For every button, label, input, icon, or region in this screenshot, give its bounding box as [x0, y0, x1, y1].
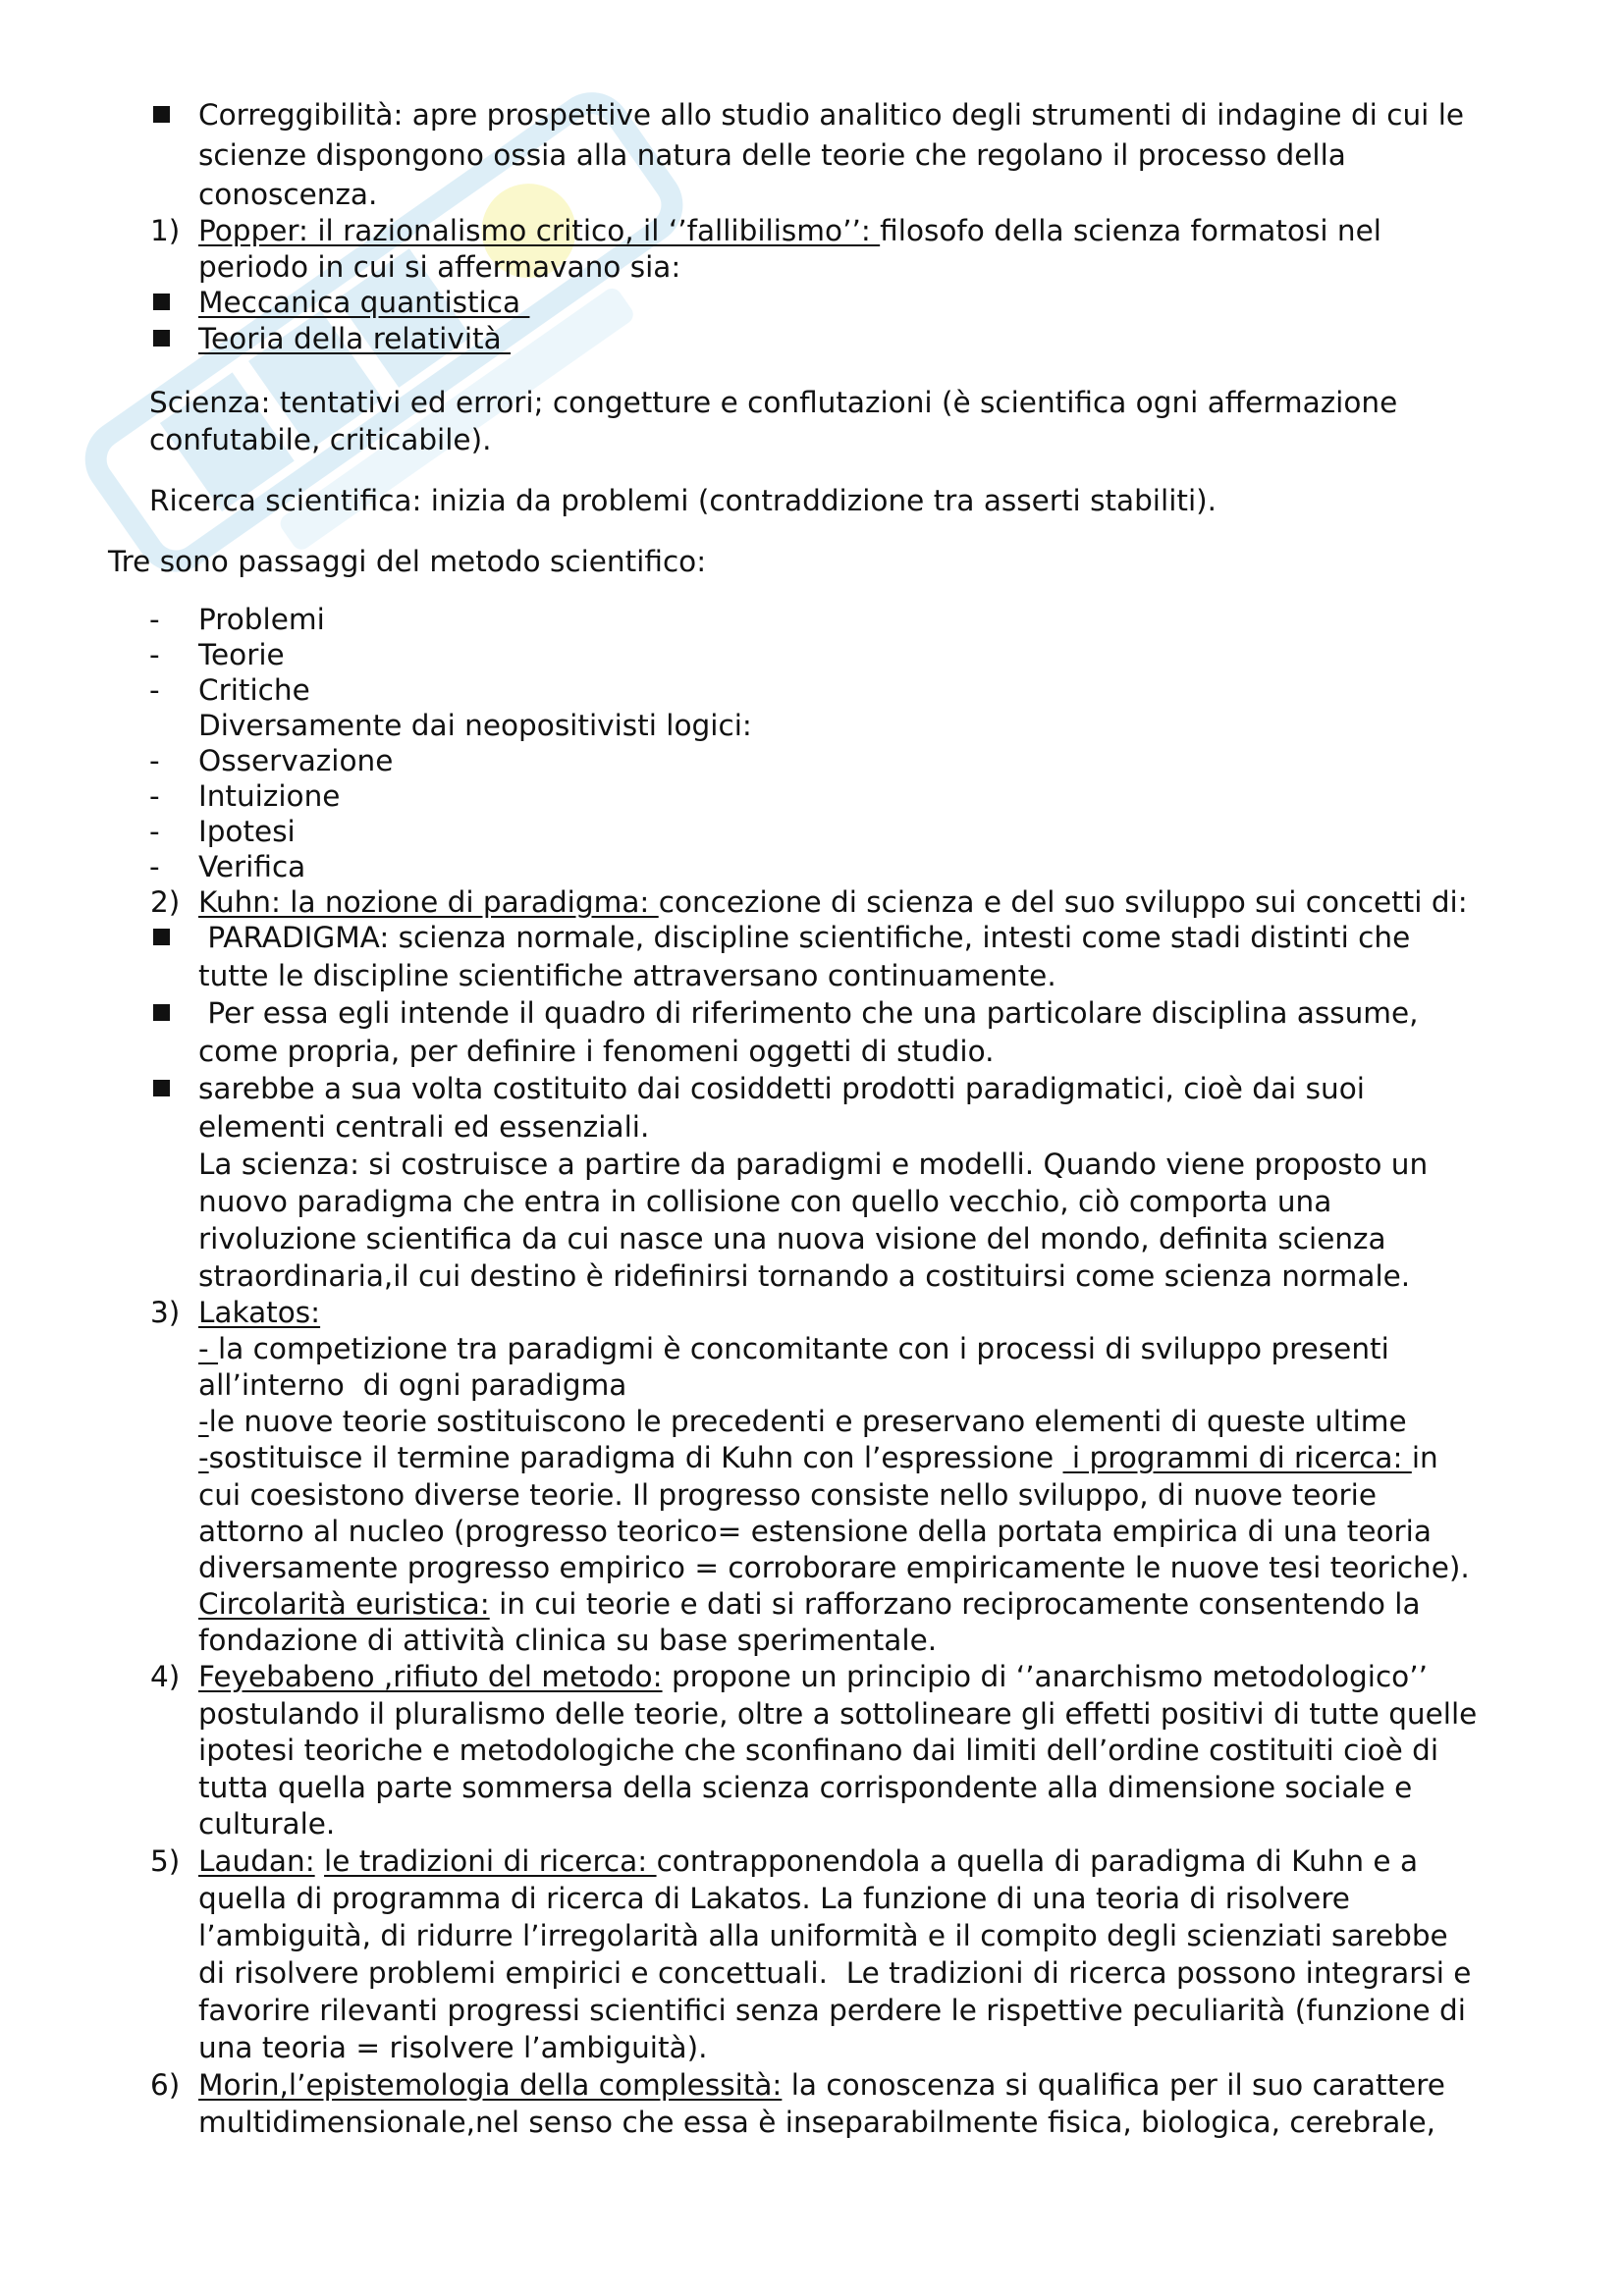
kuhn-para-line: La scienza: si costruisce a partire da paradigmi e modelli. Quando viene proposto un: [198, 1148, 1429, 1181]
lakatos-line-2: all’interno di ogni paradigma: [198, 1368, 627, 1402]
dash-marker: -: [149, 638, 160, 671]
dash-marker: -: [149, 744, 160, 777]
feyerabend-line: postulando il pluralismo delle teorie, oltre a sottolineare gli effetti positivi di tutte quelle: [198, 1697, 1478, 1731]
popper-rest: filosofo della scienza formatosi nel: [880, 214, 1381, 247]
feyerabend-title: Feyebabeno ,rifiuto del metodo:: [198, 1660, 663, 1693]
popper-line-2: periodo in cui si affermavano sia:: [198, 250, 681, 284]
kuhn-bullet-1-line-2: tutte le discipline scientifiche attraversano continuamente.: [198, 959, 1056, 992]
diversamente-line: Diversamente dai neopositivisti logici:: [198, 709, 752, 742]
kuhn-bullet-3-line-2: elementi centrali ed essenziali.: [198, 1110, 650, 1144]
item-number: 6): [150, 2068, 181, 2102]
circolarita-line-2: fondazione di attività clinica su base sperimentale.: [198, 1624, 938, 1657]
popper-bullet-2: [198, 320, 511, 357]
lakatos-rest-line: cui coesistono diverse teorie. Il progresso consiste nello sviluppo, di nuove teorie: [198, 1478, 1377, 1512]
neopositivisti-item: Verifica: [198, 850, 306, 883]
popper-bullet-1: [198, 284, 529, 321]
kuhn-heading: [198, 883, 1468, 921]
neopositivisti-item: Ipotesi: [198, 815, 296, 848]
bullet-square-icon: [153, 1080, 170, 1096]
dash-marker: -: [149, 603, 160, 636]
item-number: 5): [150, 1844, 181, 1878]
laudan-line: favorire rilevanti progressi scientifici senza perdere le rispettive peculiarità (funzione di: [198, 1994, 1466, 2027]
kuhn-para-line: straordinaria,il cui destino è ridefinirsi tornando a costituirsi come scienza normale.: [198, 1259, 1411, 1293]
circolarita-line: [198, 1585, 1421, 1623]
popper-title: Popper: il razionalismo critico, il ‘’fallibilismo’’:: [198, 214, 881, 247]
passaggio-item: Critiche: [198, 673, 310, 707]
dash-marker: -: [149, 850, 160, 883]
lakatos-title-text: Lakatos:: [198, 1296, 321, 1329]
dash-marker: -: [149, 673, 160, 707]
popper-heading: [198, 212, 1381, 249]
bullet-square-icon: [153, 929, 170, 945]
lakatos-line-4-end: in: [1411, 1441, 1438, 1474]
neopositivisti-item: Intuizione: [198, 779, 341, 813]
kuhn-bullet-3-line-1: sarebbe a sua volta costituito dai cosiddetti prodotti paradigmatici, cioè dai suoi: [198, 1072, 1365, 1105]
item-number: 1): [150, 214, 181, 247]
laudan-line: di risolvere problemi empirici e concettuali. Le tradizioni di ricerca possono integrarsi e: [198, 1956, 1472, 1990]
laudan-rest: contrapponendola a quella di paradigma di Kuhn e a: [656, 1844, 1419, 1878]
morin-heading: [198, 2066, 1445, 2104]
laudan-line: una teoria = risolvere l’ambiguità).: [198, 2031, 708, 2064]
item-number: 3): [150, 1296, 181, 1329]
scienza-line-1: Scienza: tentativi ed errori; congetture e conflutazioni (è scientifica ogni affermazione: [149, 386, 1398, 419]
correggibilita-line-2: scienze dispongono ossia alla natura delle teorie che regolano il processo della: [198, 138, 1346, 172]
feyerabend-heading: [198, 1658, 1428, 1695]
kuhn-para-line: nuovo paradigma che entra in collisione con quello vecchio, ciò comporta una: [198, 1185, 1332, 1218]
item-number: 4): [150, 1660, 181, 1693]
programmi-di-ricerca-term: i programmi di ricerca:: [1062, 1441, 1412, 1474]
morin-line-2: multidimensionale,nel senso che essa è inseparabilmente fisica, biologica, cerebrale,: [198, 2106, 1436, 2139]
bullet-square-icon: [153, 294, 170, 310]
lakatos-rest-line: attorno al nucleo (progresso teorico= estensione della portata empirica di una teoria: [198, 1515, 1432, 1548]
kuhn-para-line: rivoluzione scientifica da cui nasce una nuova visione del mondo, definita scienza: [198, 1222, 1386, 1255]
kuhn-bullet-2-line-2: come propria, per definire i fenomeni oggetti di studio.: [198, 1035, 995, 1068]
feyerabend-line: tutta quella parte sommersa della scienza corrispondente alla dimensione sociale e: [198, 1771, 1413, 1804]
feyerabend-rest: propone un principio di ‘’anarchismo metodologico’’: [662, 1660, 1428, 1693]
lakatos-line-3-text: le nuove teorie sostituiscono le precedenti e preservano elementi di queste ultime: [208, 1405, 1407, 1438]
morin-title: Morin,l’epistemologia della complessità:: [198, 2068, 783, 2102]
neopositivisti-item: Osservazione: [198, 744, 394, 777]
lakatos-rest-line: diversamente progresso empirico = corroborare empiricamente le nuove tesi teoriche).: [198, 1551, 1470, 1584]
correggibilita-line-3: conoscenza.: [198, 178, 378, 211]
circolarita-rest: in cui teorie e dati si rafforzano reciprocamente consentendo la: [489, 1587, 1421, 1621]
lakatos-line-4: [198, 1439, 1438, 1476]
kuhn-title: Kuhn: la nozione di paradigma:: [198, 885, 659, 919]
popper-bullet-1-text: Meccanica quantistica: [198, 286, 530, 319]
dash-marker: -: [149, 779, 160, 813]
laudan-title: Laudan:: [198, 1844, 315, 1878]
laudan-space: [315, 1844, 324, 1878]
lakatos-dash: -: [198, 1405, 209, 1438]
bullet-square-icon: [153, 330, 170, 347]
scienza-line-2: confutabile, criticabile).: [149, 423, 492, 456]
lakatos-dash: -: [198, 1441, 209, 1474]
item-number: 2): [150, 885, 181, 919]
lakatos-dash: -: [198, 1332, 219, 1365]
tre-passaggi-line: Tre sono passaggi del metodo scientifico:: [108, 545, 707, 578]
lakatos-line-1-text: la competizione tra paradigmi è concomitante con i processi di sviluppo presenti: [218, 1332, 1389, 1365]
ricerca-line: Ricerca scientifica: inizia da problemi (contraddizione tra asserti stabiliti).: [149, 484, 1217, 517]
dash-marker: -: [149, 815, 160, 848]
kuhn-rest: concezione di scienza e del suo sviluppo sui concetti di:: [658, 885, 1468, 919]
laudan-line: l’ambiguità, di ridurre l’irregolarità alla uniformità e il compito degli scienziati sarebbe: [198, 1919, 1448, 1952]
bullet-square-icon: [153, 106, 170, 123]
lakatos-line-4-text: sostituisce il termine paradigma di Kuhn con l’espressione: [208, 1441, 1063, 1474]
feyerabend-line: culturale.: [198, 1807, 336, 1841]
lakatos-line-3: [198, 1403, 1407, 1440]
feyerabend-line: ipotesi teoriche e metodologiche che sconfinano dai limiti dell’ordine costituiti cioè di: [198, 1734, 1439, 1767]
kuhn-bullet-2-line-1: Per essa egli intende il quadro di riferimento che una particolare disciplina assume,: [198, 996, 1419, 1030]
laudan-heading: [198, 1842, 1418, 1880]
bullet-square-icon: [153, 1004, 170, 1021]
kuhn-bullet-1-line-1: PARADIGMA: scienza normale, discipline scientifiche, intesti come stadi distinti che: [198, 921, 1411, 954]
passaggio-item: Problemi: [198, 603, 325, 636]
tradizioni-di-ricerca-term: le tradizioni di ricerca:: [324, 1844, 657, 1878]
laudan-line: quella di programma di ricerca di Lakatos. La funzione di una teoria di risolvere: [198, 1882, 1350, 1915]
popper-bullet-2-text: Teoria della relatività: [198, 322, 512, 355]
correggibilita-line-1: Correggibilità: apre prospettive allo studio analitico degli strumenti di indagine di cui le: [198, 98, 1465, 132]
lakatos-title: [198, 1294, 320, 1331]
passaggio-item: Teorie: [198, 638, 285, 671]
lakatos-line-1: [198, 1330, 1389, 1367]
circolarita-title: Circolarità euristica:: [198, 1587, 490, 1621]
morin-rest: la conoscenza si qualifica per il suo carattere: [782, 2068, 1445, 2102]
